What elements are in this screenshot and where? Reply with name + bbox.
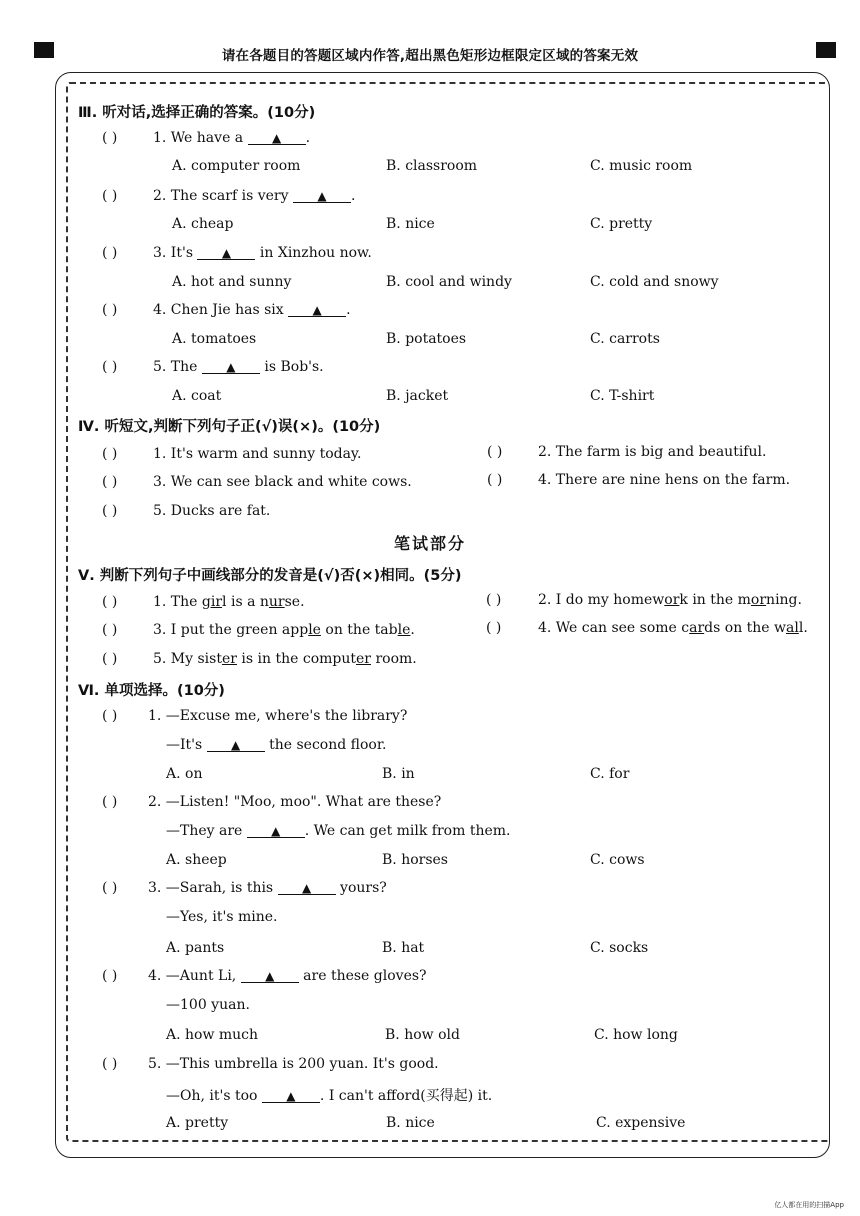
answer-paren[interactable]: ( ) bbox=[487, 444, 503, 460]
option-a: A. pants bbox=[166, 940, 225, 956]
blank: ▲ bbox=[207, 739, 265, 752]
s5-sentence-4: 4. We can see some cards on the wall. bbox=[538, 620, 808, 636]
answer-paren[interactable]: ( ) bbox=[102, 622, 118, 638]
blank: ▲ bbox=[262, 1090, 320, 1103]
page-header: 请在各题目的答题区域内作答,超出黑色矩形边框限定区域的答案无效 bbox=[221, 48, 639, 64]
s5-sentence-5: 5. My sister is in the computer room. bbox=[153, 651, 417, 667]
option-c: C. pretty bbox=[590, 216, 653, 232]
blank: ▲ bbox=[197, 247, 255, 260]
option-b: B. potatoes bbox=[386, 331, 467, 347]
option-c: C. T-shirt bbox=[590, 388, 655, 404]
option-b: B. cool and windy bbox=[386, 274, 512, 290]
section-4-title: Ⅳ. 听短文,判断下列句子正(√)误(×)。(10分) bbox=[78, 419, 381, 435]
s6-q1-line1: 1. —Excuse me, where's the library? bbox=[148, 708, 408, 724]
answer-paren[interactable]: ( ) bbox=[102, 359, 118, 375]
option-b: B. how old bbox=[385, 1027, 460, 1043]
s4-statement-2: 2. The farm is big and beautiful. bbox=[538, 444, 767, 460]
option-c: C. socks bbox=[590, 940, 649, 956]
option-c: C. how long bbox=[594, 1027, 678, 1043]
blank: ▲ bbox=[247, 825, 305, 838]
s4-statement-1: 1. It's warm and sunny today. bbox=[153, 446, 362, 462]
answer-paren[interactable]: ( ) bbox=[102, 130, 118, 146]
answer-paren[interactable]: ( ) bbox=[486, 620, 502, 636]
s6-q3-line1: 3. —Sarah, is this ▲ yours? bbox=[148, 880, 387, 896]
option-a: A. computer room bbox=[172, 158, 301, 174]
option-c: C. expensive bbox=[596, 1115, 686, 1131]
answer-paren[interactable]: ( ) bbox=[102, 968, 118, 984]
option-b: B. nice bbox=[386, 1115, 435, 1131]
option-a: A. hot and sunny bbox=[172, 274, 292, 290]
section-6-title: Ⅵ. 单项选择。(10分) bbox=[78, 683, 225, 699]
answer-paren[interactable]: ( ) bbox=[102, 446, 118, 462]
option-b: B. nice bbox=[386, 216, 435, 232]
s6-q5-line1: 5. —This umbrella is 200 yuan. It's good. bbox=[148, 1056, 439, 1072]
section-3-title: Ⅲ. 听对话,选择正确的答案。(10分) bbox=[78, 105, 316, 121]
blank: ▲ bbox=[278, 882, 336, 895]
s5-sentence-3: 3. I put the green apple on the table. bbox=[153, 622, 415, 638]
option-b: B. hat bbox=[382, 940, 425, 956]
scanner-footer: 亿人都在用的扫描App bbox=[774, 1201, 844, 1209]
answer-paren[interactable]: ( ) bbox=[102, 188, 118, 204]
s6-q2-line1: 2. —Listen! "Moo, moo". What are these? bbox=[148, 794, 442, 810]
option-b: B. jacket bbox=[386, 388, 449, 404]
answer-paren[interactable]: ( ) bbox=[102, 503, 118, 519]
answer-paren[interactable]: ( ) bbox=[486, 592, 502, 608]
option-b: B. in bbox=[382, 766, 415, 782]
written-part-heading: 笔试部分 bbox=[393, 534, 466, 553]
option-a: A. cheap bbox=[172, 216, 234, 232]
option-c: C. cows bbox=[590, 852, 645, 868]
section-5-title: Ⅴ. 判断下列句子中画线部分的发音是(√)否(×)相同。(5分) bbox=[78, 568, 462, 584]
s5-sentence-2: 2. I do my homework in the morning. bbox=[538, 592, 802, 608]
blank: ▲ bbox=[248, 132, 306, 145]
s4-statement-4: 4. There are nine hens on the farm. bbox=[538, 472, 791, 488]
option-a: A. on bbox=[166, 766, 203, 782]
answer-paren[interactable]: ( ) bbox=[102, 474, 118, 490]
answer-paren[interactable]: ( ) bbox=[102, 245, 118, 261]
answer-paren[interactable]: ( ) bbox=[487, 472, 503, 488]
answer-paren[interactable]: ( ) bbox=[102, 651, 118, 667]
answer-paren[interactable]: ( ) bbox=[102, 594, 118, 610]
option-b: B. classroom bbox=[386, 158, 478, 174]
s6-q4-line1: 4. —Aunt Li, ▲ are these gloves? bbox=[148, 968, 427, 984]
option-a: A. sheep bbox=[166, 852, 227, 868]
s6-q3-line2: —Yes, it's mine. bbox=[166, 909, 278, 925]
option-c: C. music room bbox=[590, 158, 693, 174]
option-c: C. carrots bbox=[590, 331, 660, 347]
answer-paren[interactable]: ( ) bbox=[102, 1056, 118, 1072]
blank: ▲ bbox=[288, 304, 346, 317]
s4-statement-3: 3. We can see black and white cows. bbox=[153, 474, 412, 490]
option-a: A. pretty bbox=[166, 1115, 229, 1131]
answer-paren[interactable]: ( ) bbox=[102, 302, 118, 318]
option-a: A. tomatoes bbox=[172, 331, 257, 347]
blank: ▲ bbox=[241, 970, 299, 983]
s6-q4-line2: —100 yuan. bbox=[166, 997, 250, 1013]
option-b: B. horses bbox=[382, 852, 448, 868]
option-a: A. coat bbox=[172, 388, 222, 404]
option-c: C. cold and snowy bbox=[590, 274, 719, 290]
answer-paren[interactable]: ( ) bbox=[102, 880, 118, 896]
s6-q5-line2: —Oh, it's too ▲ . I can't afford(买得起) it. bbox=[166, 1088, 493, 1104]
blank: ▲ bbox=[293, 190, 351, 203]
blank: ▲ bbox=[202, 361, 260, 374]
answer-paren[interactable]: ( ) bbox=[102, 794, 118, 810]
s6-q1-line2: —It's ▲ the second floor. bbox=[166, 737, 387, 753]
s6-q2-line2: —They are ▲ . We can get milk from them. bbox=[166, 823, 511, 839]
s4-statement-5: 5. Ducks are fat. bbox=[153, 503, 271, 519]
option-c: C. for bbox=[590, 766, 630, 782]
option-a: A. how much bbox=[166, 1027, 259, 1043]
s5-sentence-1: 1. The girl is a nurse. bbox=[153, 594, 305, 610]
answer-paren[interactable]: ( ) bbox=[102, 708, 118, 724]
